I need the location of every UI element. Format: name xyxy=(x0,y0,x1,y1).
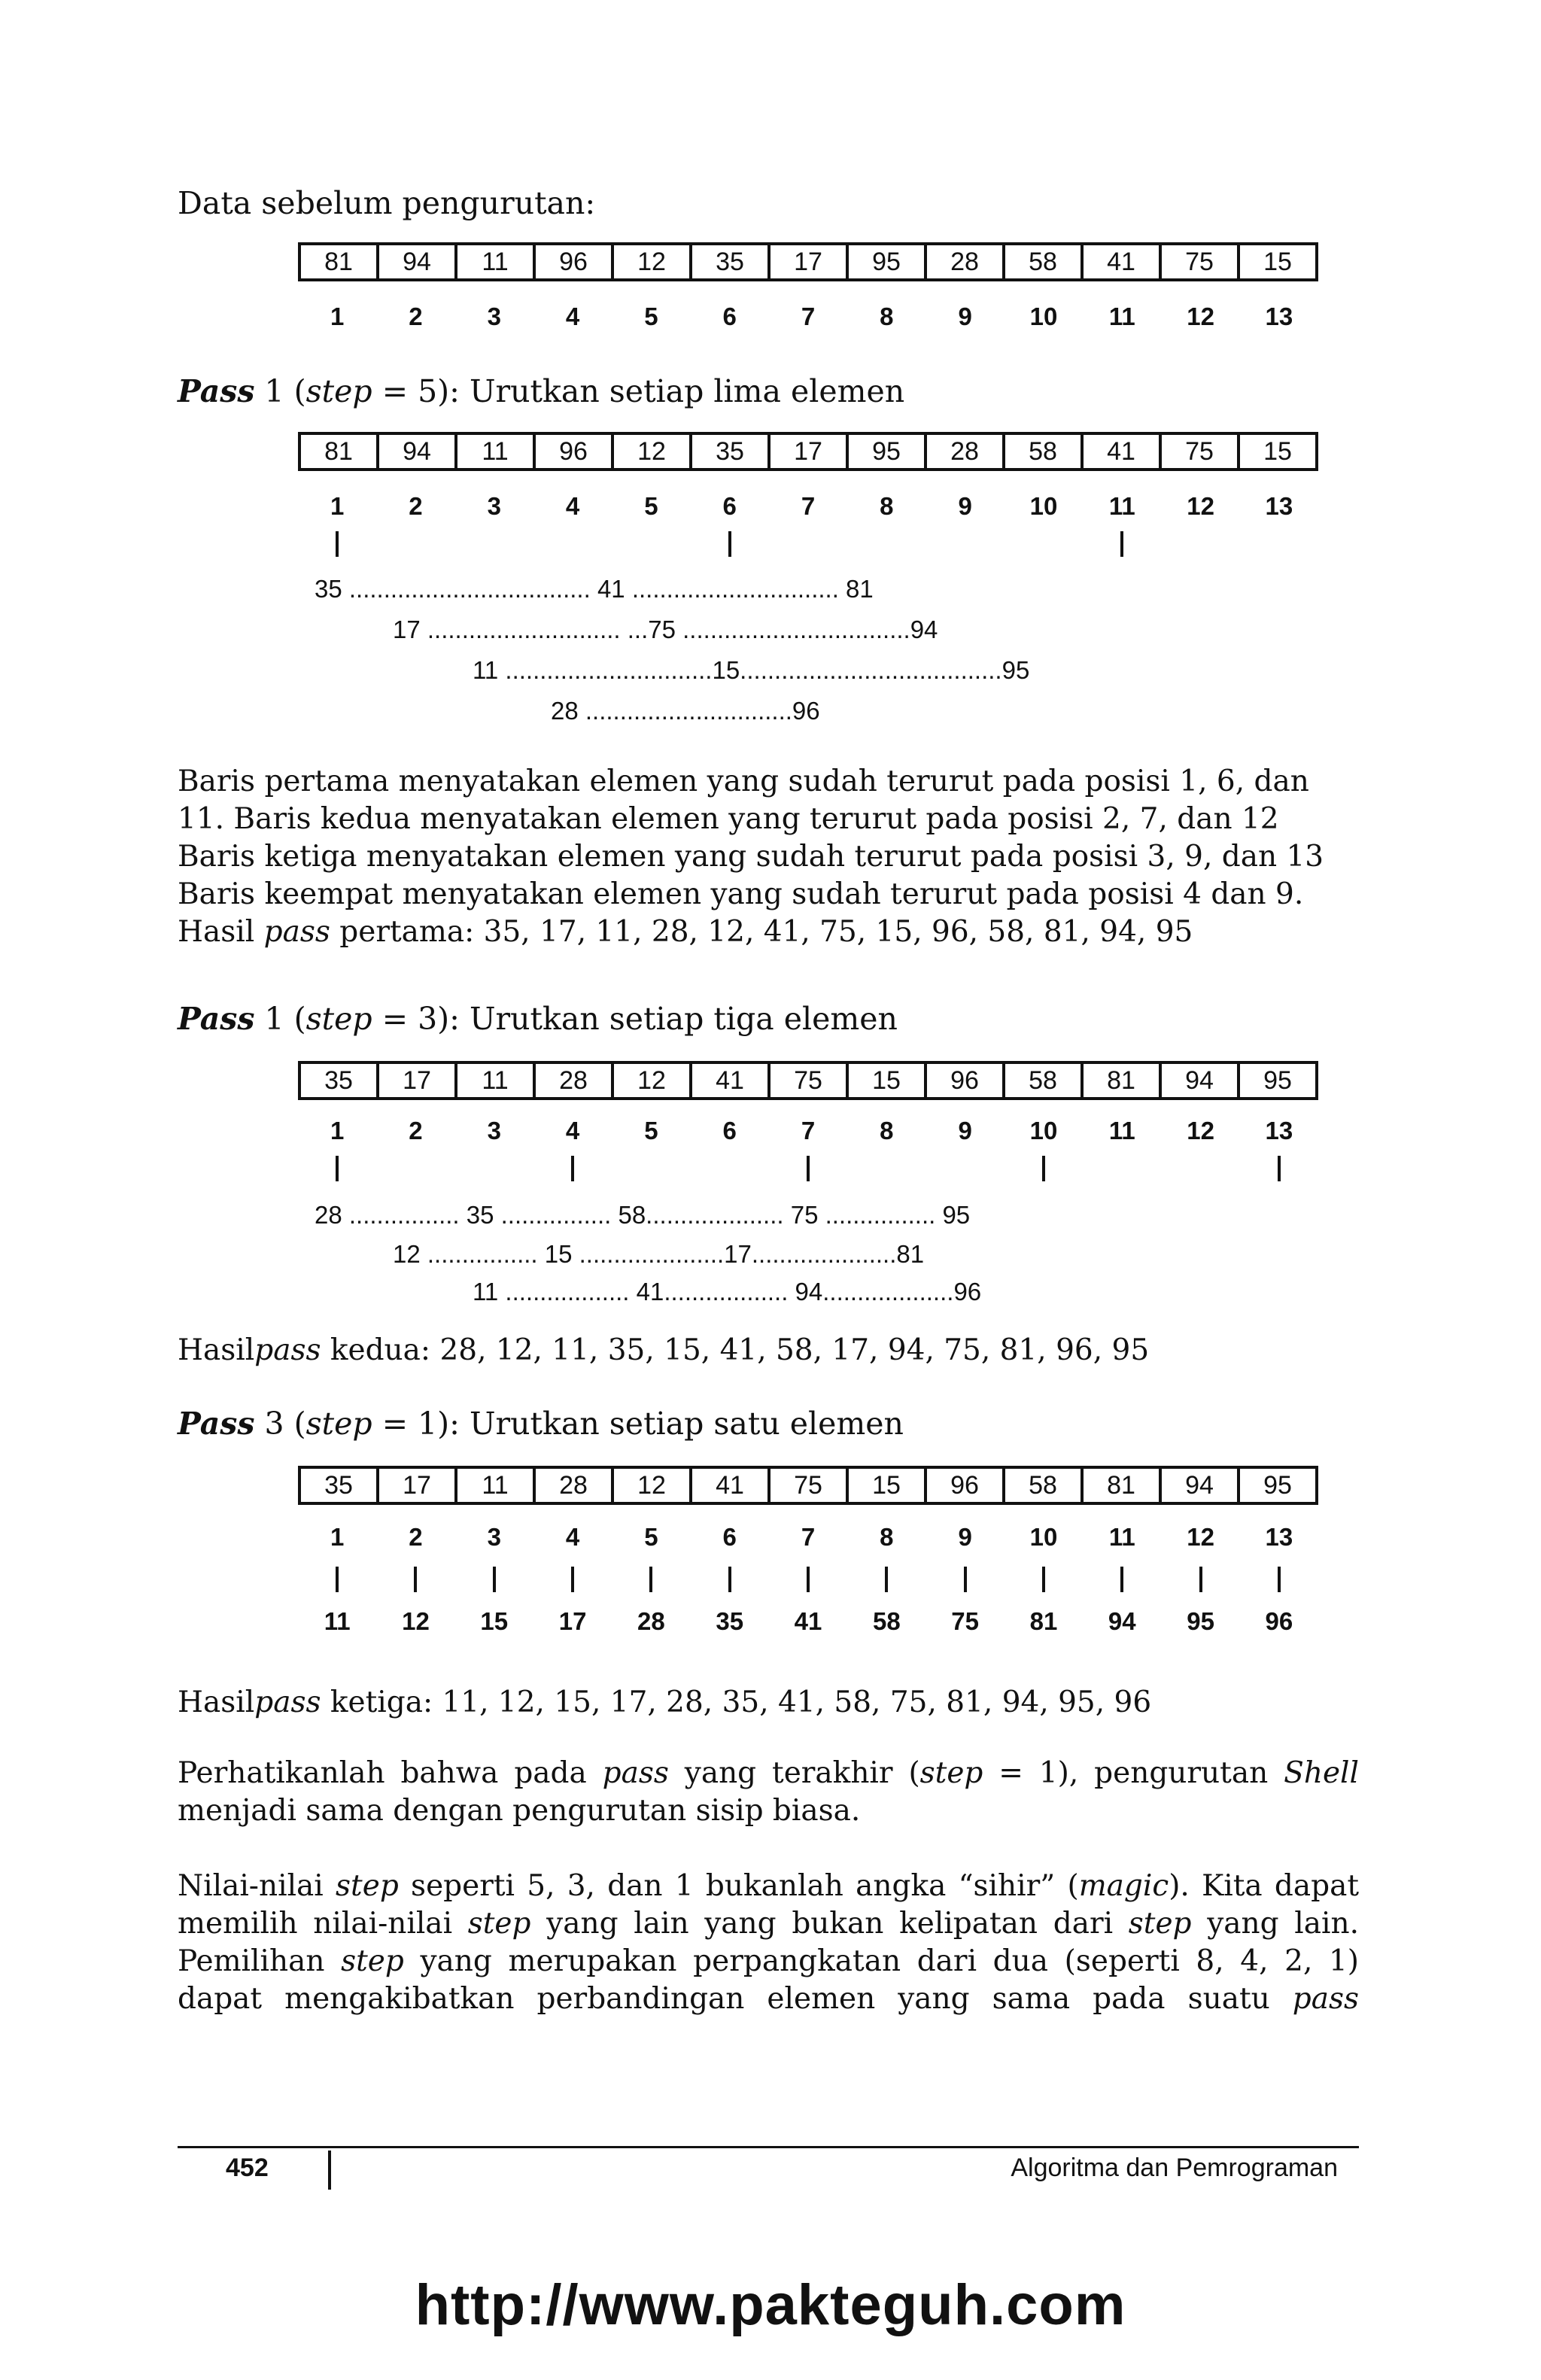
row-value: 1 xyxy=(330,492,345,520)
row-value: 8 xyxy=(880,492,894,520)
tick-mark xyxy=(376,1156,454,1186)
row-value: 6 xyxy=(722,1523,737,1551)
tick-mark xyxy=(612,1156,690,1186)
array-cell: 35 xyxy=(689,435,767,468)
array-cell: 17 xyxy=(376,1064,454,1097)
tick-mark xyxy=(298,1567,376,1597)
row-value: 8 xyxy=(880,1117,894,1144)
array-cell: 28 xyxy=(533,1469,611,1502)
row-value: 4 xyxy=(565,302,580,330)
pass3-tick-row xyxy=(298,1567,1318,1597)
row-value: 13 xyxy=(1265,1523,1293,1551)
tick-mark xyxy=(1240,531,1318,561)
array-cell: 17 xyxy=(376,1469,454,1502)
row-value: 6 xyxy=(722,1117,737,1144)
row-value: 96 xyxy=(1265,1607,1293,1635)
row-value: 10 xyxy=(1029,302,1058,330)
row-value: 7 xyxy=(801,492,816,520)
array-cell: 28 xyxy=(924,245,1002,278)
array-cell: 75 xyxy=(1159,245,1237,278)
array-cell: 58 xyxy=(1002,245,1081,278)
row-value: 2 xyxy=(409,1523,423,1551)
tick-mark xyxy=(612,531,690,561)
array-cell: 11 xyxy=(454,435,533,468)
source-url: http://www.pakteguh.com xyxy=(415,2273,1126,2337)
tick-mark xyxy=(612,1567,690,1597)
index-row-before-sorting xyxy=(298,302,1318,336)
tick-mark xyxy=(1240,1156,1318,1186)
pass1-heading: Pass 1 (step = 5): Urutkan setiap lima elemen xyxy=(178,373,905,409)
row-value: 17 xyxy=(558,1607,587,1635)
array-cell: 95 xyxy=(1237,1469,1315,1502)
row-value: 3 xyxy=(487,492,501,520)
paragraph-step-values: Nilai-nilai step seperti 5, 3, dan 1 bukanlah angka “sihir” (magic). Kita dapat memilih nilai-nilai step yang lain yang bukan kelipatan dari step yang lain. Pemilihan step yang merupakan perpangkatan dari dua (seperti 8, 4, 2, 1) dapat mengakibatkan perbandingan elemen yang sama pada suatu pass xyxy=(178,1869,1360,2016)
tick-mark xyxy=(533,1156,612,1186)
array-cell: 75 xyxy=(1159,435,1237,468)
row-value: 13 xyxy=(1265,492,1293,520)
array-cell: 15 xyxy=(1237,435,1315,468)
array-cell: 17 xyxy=(767,435,846,468)
array-cell: 28 xyxy=(533,1064,611,1097)
pass1-index-row xyxy=(298,492,1318,525)
tick-mark xyxy=(1161,1567,1239,1597)
tick-mark xyxy=(691,1567,769,1597)
row-value: 95 xyxy=(1187,1607,1214,1635)
tick-mark xyxy=(691,531,769,561)
row-value: 3 xyxy=(487,302,501,330)
tick-mark xyxy=(926,1156,1005,1186)
footer-rule xyxy=(178,2146,1359,2148)
row-value: 94 xyxy=(1108,1607,1136,1635)
array-cell: 58 xyxy=(1002,1469,1081,1502)
array-cell: 96 xyxy=(533,435,611,468)
row-value: 5 xyxy=(644,1117,658,1144)
tick-mark xyxy=(1083,1156,1161,1186)
array-cell: 95 xyxy=(846,435,924,468)
array-cell: 96 xyxy=(924,1064,1002,1097)
array-cell: 15 xyxy=(1237,245,1315,278)
row-value: 41 xyxy=(794,1607,822,1635)
tick-mark xyxy=(769,531,847,561)
array-cell: 11 xyxy=(454,1469,533,1502)
tick-mark xyxy=(1083,1567,1161,1597)
row-value: 12 xyxy=(1187,492,1214,520)
tick-mark xyxy=(847,531,926,561)
pass1-chain-3: 11 ..............................15......................................95 xyxy=(473,656,1030,684)
row-value: 15 xyxy=(480,1607,509,1635)
pass1-chain-2: 17 ............................ ...75 .................................94 xyxy=(393,616,938,643)
row-value: 13 xyxy=(1265,1117,1293,1144)
array-cell: 81 xyxy=(1081,1469,1159,1502)
row-value: 9 xyxy=(958,1523,972,1551)
row-value: 2 xyxy=(409,302,423,330)
section-title-data-before: Data sebelum pengurutan: xyxy=(178,185,596,221)
tick-mark xyxy=(1161,1156,1239,1186)
explanation-line-1: Baris pertama menyatakan elemen yang sudah terurut pada posisi 1, 6, dan xyxy=(178,764,1309,798)
row-value: 4 xyxy=(565,492,580,520)
pass3-heading: Pass 3 (step = 1): Urutkan setiap satu elemen xyxy=(178,1406,904,1442)
row-value: 12 xyxy=(1187,302,1214,330)
array-cell: 15 xyxy=(846,1064,924,1097)
row-value: 9 xyxy=(958,302,972,330)
row-value: 11 xyxy=(1108,302,1135,330)
row-value: 2 xyxy=(409,492,423,520)
row-value: 11 xyxy=(1108,492,1135,520)
tick-mark xyxy=(769,1156,847,1186)
row-value: 1 xyxy=(330,302,345,330)
tick-mark xyxy=(691,1156,769,1186)
array-cell: 12 xyxy=(611,435,689,468)
row-value: 4 xyxy=(565,1523,580,1551)
array-cell: 15 xyxy=(846,1469,924,1502)
tick-mark xyxy=(1005,1156,1083,1186)
pass1-chain-1: 35 ................................... 41 .............................. 81 xyxy=(315,575,874,603)
row-value: 1 xyxy=(330,1523,345,1551)
array-cell: 75 xyxy=(767,1469,846,1502)
pass2-result: Hasilpass kedua: 28, 12, 11, 35, 15, 41, 58, 17, 94, 75, 81, 96, 95 xyxy=(178,1333,1150,1367)
tick-mark xyxy=(926,1567,1005,1597)
row-value: 3 xyxy=(487,1117,501,1144)
row-value: 11 xyxy=(1108,1523,1135,1551)
pass2-chain-1: 28 ................ 35 ................ 58.................... 75 ................ 95 xyxy=(315,1201,971,1229)
row-value: 11 xyxy=(324,1607,351,1635)
tick-mark xyxy=(1161,531,1239,561)
tick-mark xyxy=(1240,1567,1318,1597)
row-value: 28 xyxy=(637,1607,665,1635)
array-before-sorting xyxy=(298,242,1318,281)
pass1-tick-row xyxy=(298,531,1318,561)
array-cell: 12 xyxy=(611,1469,689,1502)
row-value: 1 xyxy=(330,1117,345,1144)
explanation-line-2: 11. Baris kedua menyatakan elemen yang terurut pada posisi 2, 7, dan 12 xyxy=(178,802,1279,836)
tick-mark xyxy=(455,1156,533,1186)
pass2-index-row xyxy=(298,1117,1318,1150)
row-value: 10 xyxy=(1029,1523,1058,1551)
pass3-index-row xyxy=(298,1523,1318,1556)
row-value: 8 xyxy=(880,302,894,330)
pass1-chain-4: 28 ..............................96 xyxy=(551,697,820,725)
array-cell: 81 xyxy=(1081,1064,1159,1097)
row-value: 2 xyxy=(409,1117,423,1144)
row-value: 5 xyxy=(644,1523,658,1551)
row-value: 13 xyxy=(1265,302,1293,330)
array-cell: 28 xyxy=(924,435,1002,468)
tick-mark xyxy=(298,1156,376,1186)
pass3-result: Hasilpass ketiga: 11, 12, 15, 17, 28, 35, 41, 58, 75, 81, 94, 95, 96 xyxy=(178,1685,1152,1719)
row-value: 58 xyxy=(872,1607,901,1635)
row-value: 9 xyxy=(958,492,972,520)
row-value: 12 xyxy=(1187,1523,1214,1551)
array-cell: 94 xyxy=(1159,1469,1237,1502)
array-cell: 81 xyxy=(324,247,353,276)
row-value: 81 xyxy=(1029,1607,1058,1635)
row-value: 5 xyxy=(644,492,658,520)
row-value: 11 xyxy=(1108,1117,1135,1144)
tick-mark xyxy=(533,1567,612,1597)
tick-mark xyxy=(533,531,612,561)
array-cell: 94 xyxy=(376,435,454,468)
array-cell: 81 xyxy=(324,436,353,466)
pass2-tick-row xyxy=(298,1156,1318,1186)
array-cell: 11 xyxy=(454,1064,533,1097)
tick-mark xyxy=(298,531,376,561)
row-value: 6 xyxy=(722,302,737,330)
row-value: 8 xyxy=(880,1523,894,1551)
array-cell: 41 xyxy=(689,1469,767,1502)
row-value: 7 xyxy=(801,1523,816,1551)
array-cell: 95 xyxy=(846,245,924,278)
tick-mark xyxy=(455,531,533,561)
row-value: 7 xyxy=(801,1117,816,1144)
array-cell: 35 xyxy=(324,1065,353,1095)
array-cell: 96 xyxy=(533,245,611,278)
tick-mark xyxy=(376,1567,454,1597)
array-cell: 35 xyxy=(324,1470,353,1500)
tick-mark xyxy=(1083,531,1161,561)
row-value: 75 xyxy=(951,1607,980,1635)
row-value: 10 xyxy=(1029,1117,1058,1144)
tick-mark xyxy=(847,1567,926,1597)
row-value: 6 xyxy=(722,492,737,520)
row-value: 3 xyxy=(487,1523,501,1551)
pass1-result: Hasil pass pertama: 35, 17, 11, 28, 12, 41, 75, 15, 96, 58, 81, 94, 95 xyxy=(178,915,1193,949)
tick-mark xyxy=(1005,1567,1083,1597)
array-cell: 58 xyxy=(1002,1064,1081,1097)
array-cell: 41 xyxy=(1081,435,1159,468)
tick-mark xyxy=(376,531,454,561)
array-cell: 41 xyxy=(689,1064,767,1097)
array-cell: 94 xyxy=(376,245,454,278)
book-title: Algoritma dan Pemrograman xyxy=(1011,2154,1338,2182)
pass2-array xyxy=(298,1061,1318,1100)
row-value: 12 xyxy=(1187,1117,1214,1144)
pass3-sorted-row xyxy=(298,1607,1318,1640)
paragraph-shell-note: Perhatikanlah bahwa pada pass yang terakhir (step = 1), pengurutan Shell menjadi sama dengan pengurutan sisip biasa. xyxy=(178,1756,1359,1828)
array-cell: 11 xyxy=(454,245,533,278)
array-cell: 95 xyxy=(1237,1064,1315,1097)
tick-mark xyxy=(1005,531,1083,561)
row-value: 4 xyxy=(565,1117,580,1144)
row-value: 7 xyxy=(801,302,816,330)
pass2-heading: Pass 1 (step = 3): Urutkan setiap tiga elemen xyxy=(178,1001,898,1037)
tick-mark xyxy=(847,1156,926,1186)
explanation-line-4: Baris keempat menyatakan elemen yang sudah terurut pada posisi 4 dan 9. xyxy=(178,877,1304,911)
array-cell: 17 xyxy=(767,245,846,278)
array-cell: 94 xyxy=(1159,1064,1237,1097)
array-cell: 96 xyxy=(924,1469,1002,1502)
row-value: 35 xyxy=(716,1607,744,1635)
array-cell: 41 xyxy=(1081,245,1159,278)
pass2-chain-2: 12 ................ 15 .....................17.....................81 xyxy=(393,1240,925,1268)
array-cell: 35 xyxy=(689,245,767,278)
explanation-line-3: Baris ketiga menyatakan elemen yang sudah terurut pada posisi 3, 9, dan 13 xyxy=(178,840,1324,874)
row-value: 5 xyxy=(644,302,658,330)
pass1-array xyxy=(298,432,1318,471)
row-value: 9 xyxy=(958,1117,972,1144)
row-value: 12 xyxy=(402,1607,430,1635)
array-cell: 75 xyxy=(767,1064,846,1097)
page-number: 452 xyxy=(226,2154,269,2182)
pass1-explanation xyxy=(178,763,1359,951)
pass2-chain-3: 11 .................. 41.................. 94...................96 xyxy=(473,1278,982,1306)
array-cell: 12 xyxy=(611,1064,689,1097)
tick-mark xyxy=(926,531,1005,561)
row-value: 10 xyxy=(1029,492,1058,520)
tick-mark xyxy=(769,1567,847,1597)
array-cell: 12 xyxy=(611,245,689,278)
tick-mark xyxy=(455,1567,533,1597)
array-cell: 58 xyxy=(1002,435,1081,468)
pass3-array xyxy=(298,1466,1318,1505)
